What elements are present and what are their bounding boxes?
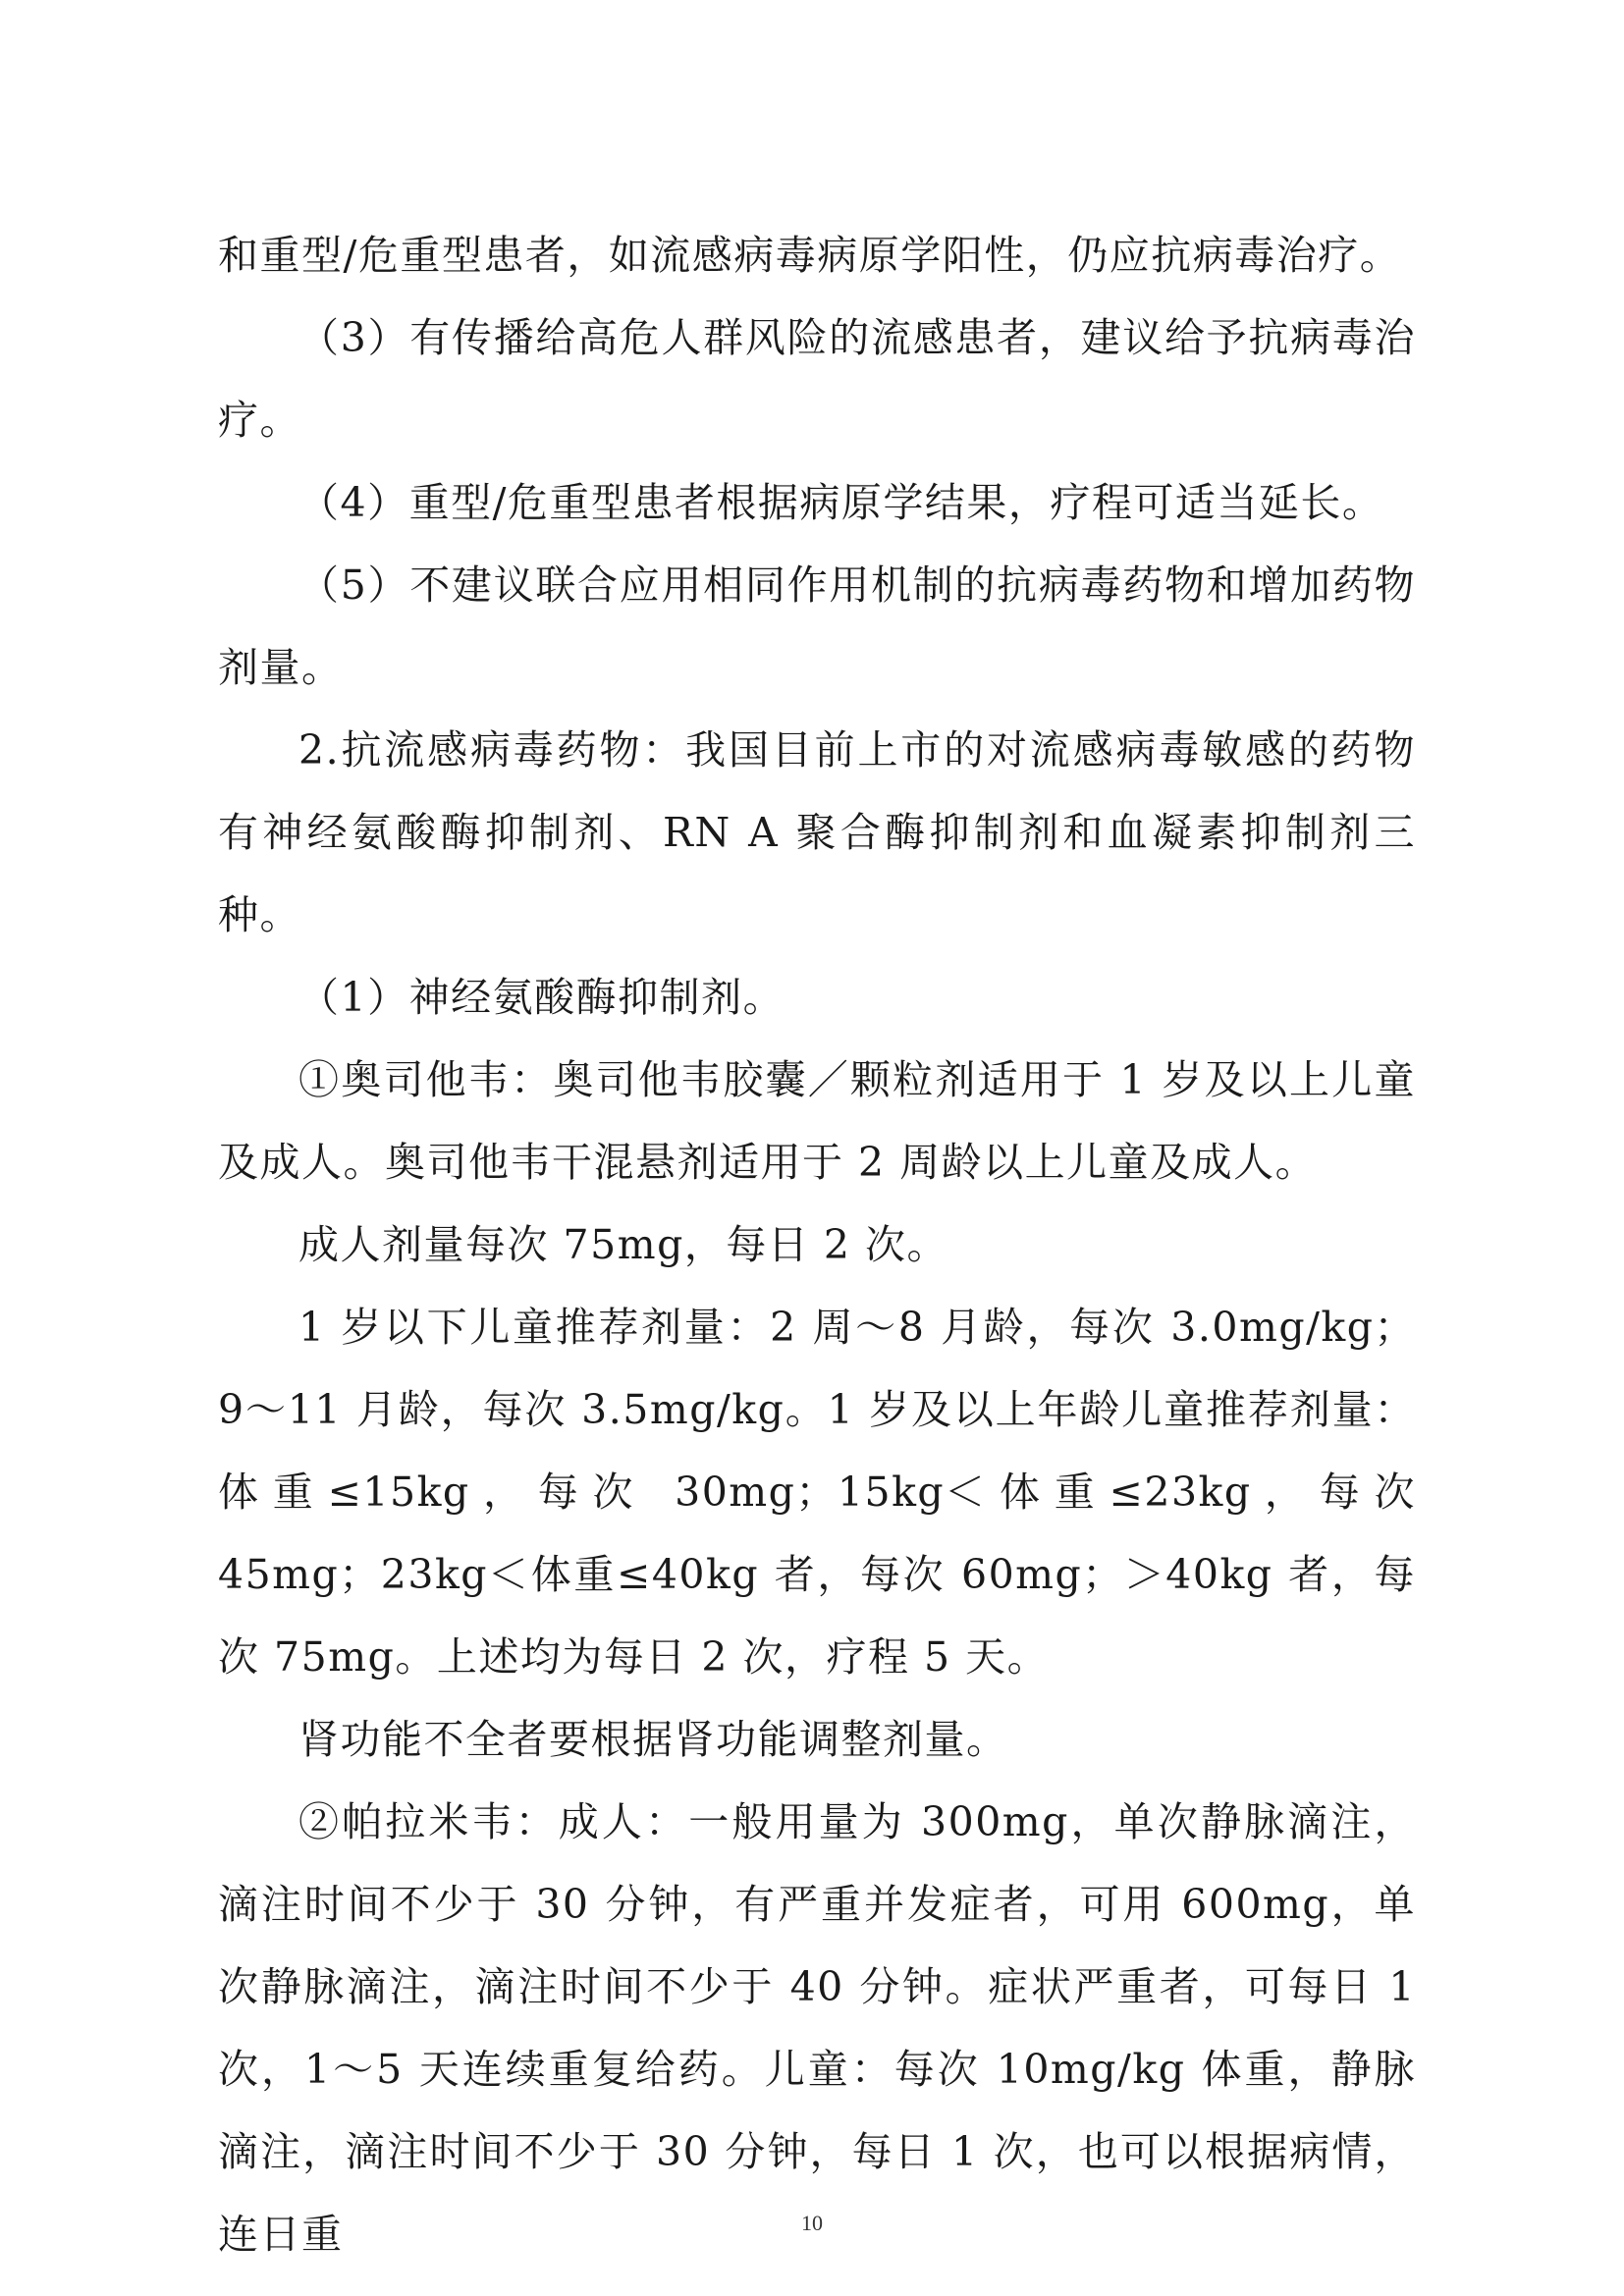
- paragraph-antiviral-drugs: 2.抗流感病毒药物：我国目前上市的对流感病毒敏感的药物有神经氨酸酶抑制剂、RN A 聚合酶抑制剂和血凝素抑制剂三种。: [218, 726, 1416, 938]
- paragraph-item-3: （3）有传播给高危人群风险的流感患者，建议给予抗病毒治疗。: [218, 314, 1416, 444]
- body-text: [218, 214, 1416, 2275]
- paragraph-renal: 肾功能不全者要根据肾功能调整剂量。: [298, 1716, 1008, 1763]
- paragraph-adult-dose: 成人剂量每次 75mg，每日 2 次。: [298, 1221, 948, 1268]
- paragraph-oseltamivir: ①奥司他韦：奥司他韦胶囊／颗粒剂适用于 1 岁及以上儿童及成人。奥司他韦干混悬剂适用于 2 周龄以上儿童及成人。: [218, 1056, 1416, 1186]
- page-number: 10: [801, 2211, 823, 2235]
- paragraph-item-4: （4）重型/危重型患者根据病原学结果，疗程可适当延长。: [298, 479, 1384, 526]
- paragraph-child-dose: 1 岁以下儿童推荐剂量：2 周～8 月龄，每次 3.0mg/kg；9～11 月龄，每次 3.5mg/kg。1 岁及以上年龄儿童推荐剂量：体重≤15kg，每次 30mg；15kg＜体重≤23kg，每次 45mg；23kg＜体重≤40kg 者，每次 60mg；＞40kg 者，每次 75mg。上述均为每日 2 次，疗程 5 天。: [218, 1304, 1416, 1681]
- paragraph-peramivir: ②帕拉米韦：成人：一般用量为 300mg，单次静脉滴注，滴注时间不少于 30 分钟，有严重并发症者，可用 600mg，单次静脉滴注，滴注时间不少于 40 分钟。症状严重者，可每日 1 次，1～5 天连续重复给药。儿童：每次 10mg/kg 体重，静脉滴注，滴注时间不少于 30 分钟，每日 1 次，也可以根据病情，连日重: [218, 1798, 1416, 2258]
- paragraph-neuraminidase-heading: （1）神经氨酸酶抑制剂。: [298, 974, 785, 1021]
- paragraph-item-5: （5）不建议联合应用相同作用机制的抗病毒药物和增加药物剂量。: [218, 561, 1416, 691]
- paragraph-continuation: 和重型/危重型患者，如流感病毒病原学阳性，仍应抗病毒治疗。: [218, 232, 1402, 279]
